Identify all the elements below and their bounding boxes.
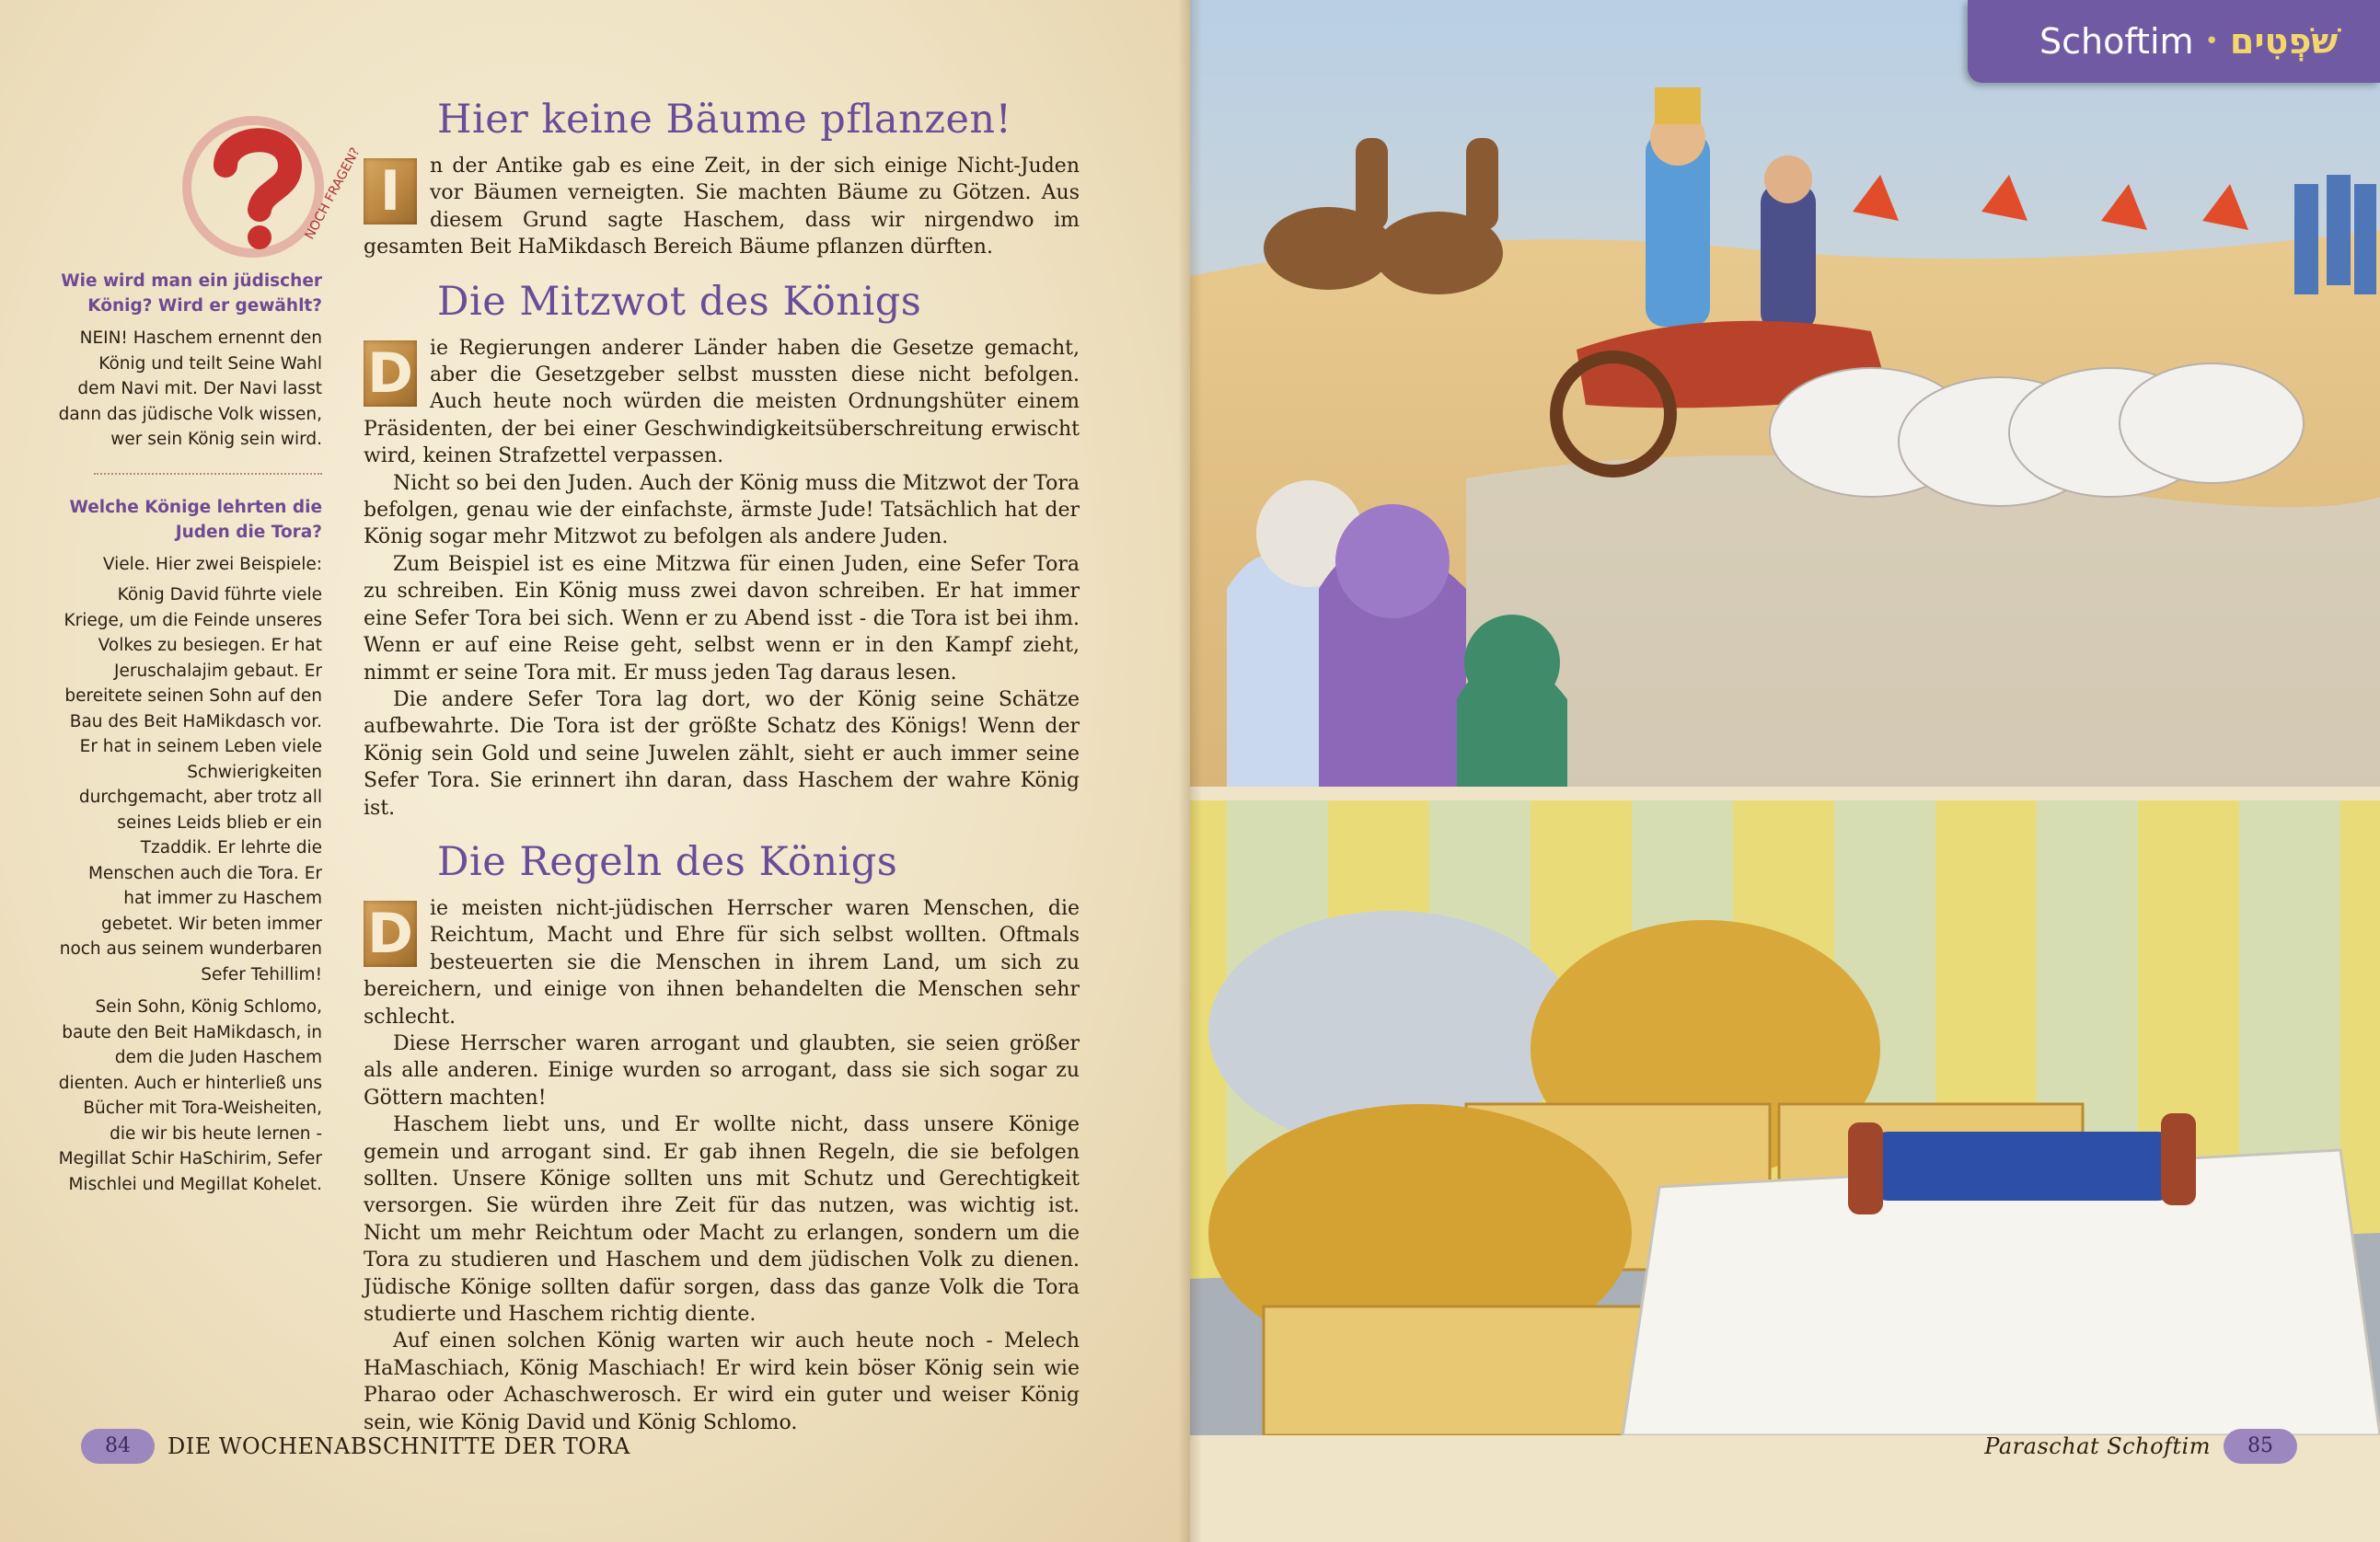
parasha-title: Schoftim (2039, 21, 2194, 62)
chariot-illustration (1190, 0, 2380, 787)
page-number: 85 (2224, 1429, 2297, 1464)
paragraph: Haschem liebt uns, und Er wollte nicht, dass unsere Könige gemein und arrogant sind. Er gab ihnen Regeln, die sie befolgen sollten. Unsere Könige sollten uns mit Schutz und Gerechtigkeit versorgen. Sie würden ihre Zeit für das nutzen, was wichtig ist. Nicht um mehr Reichtum oder Macht zu erlangen, sondern um die Tora zu studieren und Haschem und dem jüdischen Volk zu dienen. Jüdische Könige sollten dafür sorgen, dass das ganze Volk die Tora studierte und Haschem richtig diente. (364, 1113, 1080, 1327)
dropcap: I (364, 158, 417, 224)
running-title: DIE WOCHENABSCHNITTE DER TORA (168, 1433, 630, 1459)
sidebar-answer-2: Viele. Hier zwei Beispiele: (102, 554, 322, 574)
logo-text: NOCH FRAGEN? (302, 145, 364, 242)
page-number: 84 (81, 1429, 155, 1464)
paragraph: Diese Herrscher waren arrogant und glaubten, sie seien größer als alle anderen. Einige wurden so arrogant, dass sie sich sogar zu Göttern machten! (364, 1031, 1080, 1110)
section-rules (364, 838, 1080, 1436)
paragraph: n der Antike gab es eine Zeit, in der sich einige Nicht-Juden vor Bäumen verneigten. Sie machten Bäume zu Götzen. Aus diesem Grund sagte Haschem, dass wir nirgendwo im gesamten Beit HaMikdasch Bereich Bäume pflanzen dürften. (364, 155, 1080, 259)
sidebar-divider (94, 473, 322, 475)
dropcap: D (364, 340, 417, 407)
right-page (1190, 0, 2380, 1542)
sidebar-question-1: Wie wird man ein jüdischer König? Wird er gewählt? (61, 271, 322, 316)
section-heading: Die Mitzwot des Königs (437, 278, 922, 325)
sidebar-answer-2-schlomo: Sein Sohn, König Schlomo, baute den Beit HaMikdasch, in dem die Juden Haschem dienten. Auch er hinterließ uns Bücher mit Tora-Weisheiten, die wir bis heute lernen - Megillat Schir HaSchirim, Sefer Mischlei und Megillat Kohelet. (58, 997, 322, 1194)
running-title: Paraschat Schoftim (1984, 1433, 2211, 1459)
book-gutter (1178, 0, 1202, 1542)
footer-right (1984, 1429, 2297, 1464)
section-heading: Die Regeln des Königs (437, 838, 898, 885)
separator-dot: • (2204, 28, 2219, 55)
main-article (364, 96, 1080, 1453)
sidebar-answer-2-david: König David führte viele Kriege, um die Feinde unseres Volkes zu besiegen. Er hat Jeruschalajim gebaut. Er bereitete seinen Sohn auf den Bau des Beit HaMikdasch vor. Er hat in seinem Leben viele Schwierigkeiten durchgemacht, aber trotz all seines Leids blieb er ein Tzaddik. Er lehrte die Menschen auch die Tora. Er hat immer zu Haschem gebetet. Wir beten immer noch aus seinem wunderbaren Sefer Tehillim! (59, 585, 322, 984)
dropcap: D (364, 901, 417, 967)
footer-left (81, 1429, 630, 1464)
sidebar-question-2: Welche Könige lehrten die Juden die Tora? (69, 497, 322, 542)
paragraph: Die andere Sefer Tora lag dort, wo der König seine Schätze aufbewahrte. Die Tora ist der größte Schatz des Königs! Wenn der König sein Gold und seine Juwelen zählt, sieht er auch immer seine Sefer Tora. Sie erinnert ihn daran, dass Haschem der wahre König ist. (364, 687, 1080, 820)
noch-fragen-logo (175, 109, 364, 260)
section-heading: Hier keine Bäume pflanzen! (437, 97, 1012, 143)
sefer-tora (1871, 1132, 2175, 1201)
parasha-hebrew-title: שֹׁפְטִים (2229, 21, 2339, 62)
paragraph: Nicht so bei den Juden. Auch der König muss die Mitzwot der Tora befolgen, genau wie der einfachste, ärmste Jude! Tatsächlich hat der König sogar mehr Mitzwot zu befolgen als andere Juden. (364, 471, 1080, 549)
paragraph: ie Regierungen anderer Länder haben die Gesetze gemacht, aber die Gesetzgeber selbst mussten diese nicht befolgen. Auch heute noch würden die meisten Ordnungshüter einem Präsidenten, der bei einer Geschwindigkeitsüberschreitung erwischt wird, keinen Strafzettel verpassen. (364, 336, 1080, 468)
sidebar-answer-1: NEIN! Haschem ernennt den König und teilt Seine Wahl dem Navi mit. Der Navi lasst dann das jüdische Volk wissen, wer sein König sein wird. (58, 328, 322, 449)
sidebar-faq (57, 269, 322, 1210)
paragraph: ie meisten nicht-jüdischen Herrscher waren Menschen, die Reichtum, Macht und Ehre für sich selbst wollten. Oftmals besteuerten sie die Menschen in ihrem Land, um sich zu bereichern, und einige von ihnen behandelten die Menschen sehr schlecht. (364, 896, 1080, 1029)
section-trees (364, 96, 1080, 261)
paragraph: Zum Beispiel ist es eine Mitzwa für einen Juden, eine Sefer Tora zu schreiben. Ein König muss zwei davon schreiben. Er hat immer eine Sefer Tora bei sich. Wenn er zu Abend isst - die Tora ist bei ihm. Wenn er auf eine Reise geht, selbst wenn er in den Kampf zieht, nimmt er seine Tora mit. Er muss jeden Tag daraus lesen. (364, 552, 1080, 685)
treasure-illustration (1190, 800, 2380, 1435)
paragraph: Auf einen solchen König warten wir auch heute noch - Melech HaMaschiach, König Maschiach! Er wird kein böser König sein wie Pharao oder Achaschwerosch. Er wird ein guter und weiser König sein, wie König David und König Schlomo. (364, 1329, 1080, 1434)
parasha-header-tab (1968, 0, 2380, 83)
section-mitzwot (364, 278, 1080, 822)
